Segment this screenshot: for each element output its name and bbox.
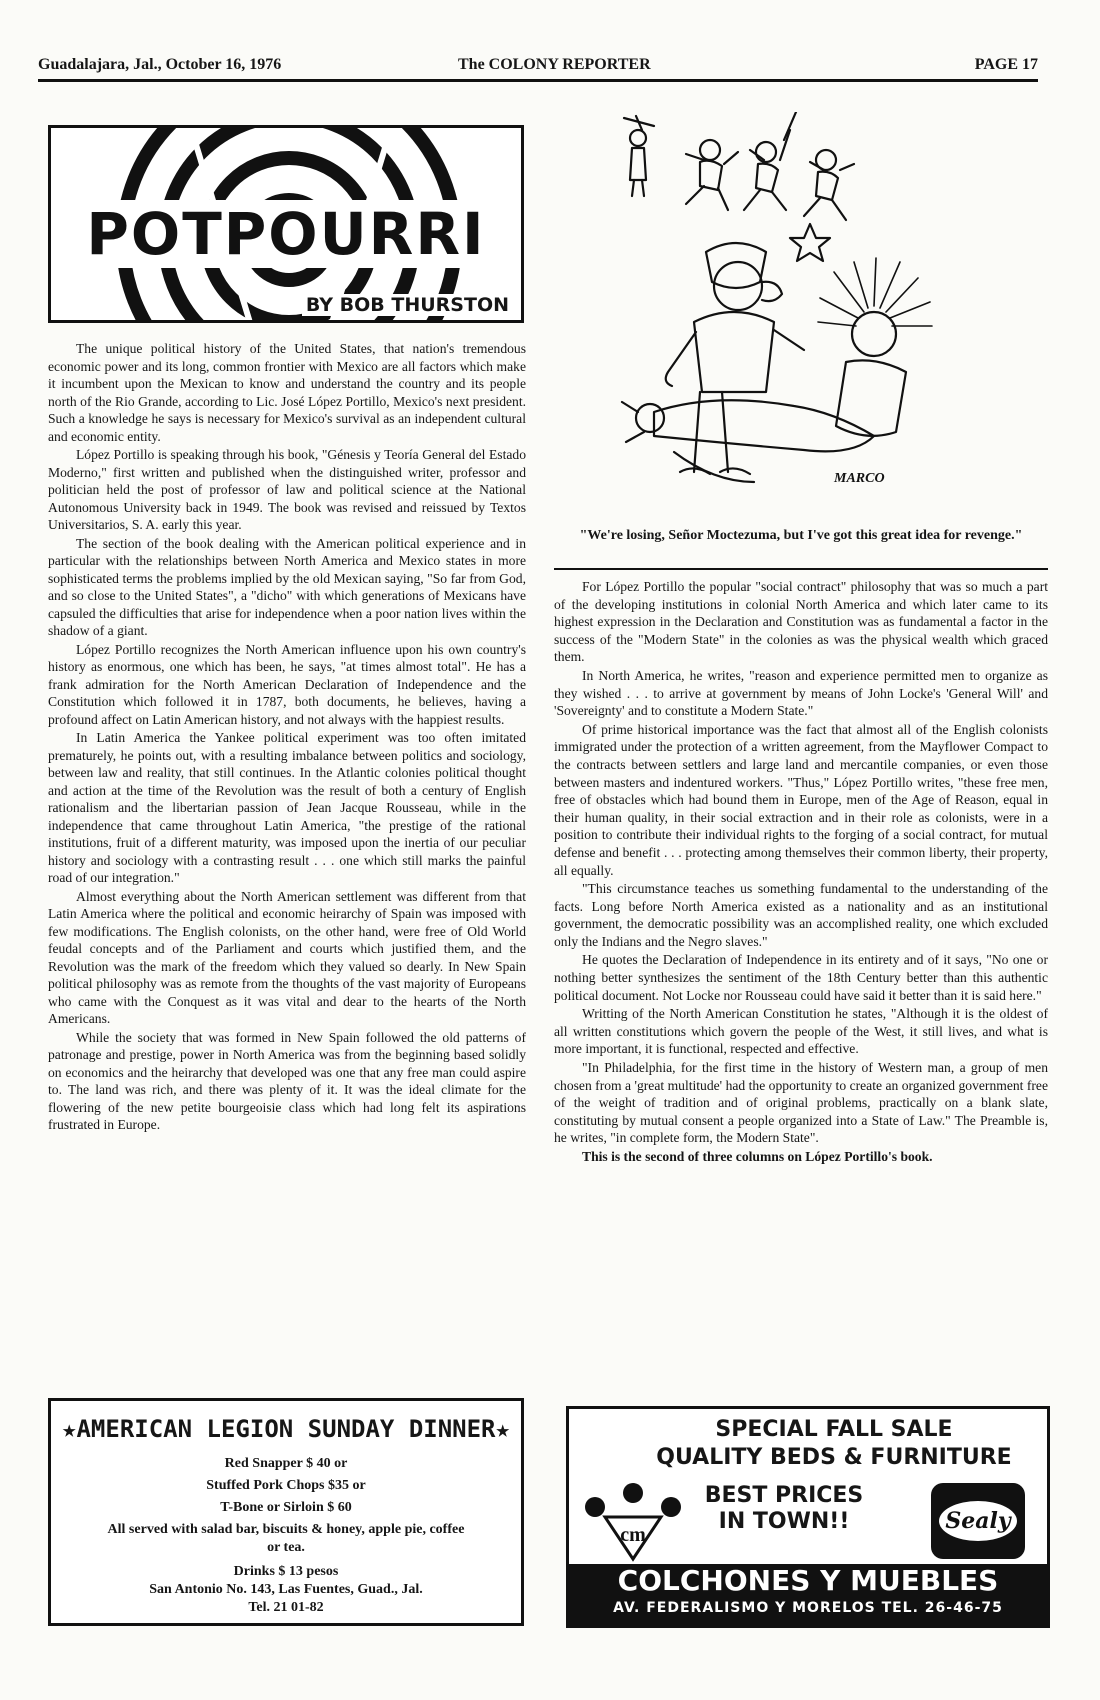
store-name: COLCHONES Y MUEBLES — [617, 1564, 999, 1597]
ad-phone: Tel. 21 01-82 — [248, 1600, 324, 1615]
cartoon-caption: "We're losing, Señor Moctezuma, but I've got this great idea for revenge." — [579, 528, 1023, 543]
ad-headline: SPECIAL FALL SALE — [715, 1417, 953, 1442]
paragraph: Writting of the North American Constitution he states, "Although it is the oldest of all written constitutions which govern the people of the West, it still lives, and what is more important, it is functional, respected and effective. — [554, 1006, 1048, 1057]
ad-best-prices — [689, 1483, 879, 1535]
paragraph: The unique political history of the United States, that nation's tremendous economic power and its long, common frontier with Mexico are all factors which make it incumbent upon the Mexican to know and understand the country and its people north of the Rio Grande, according to Lic. José López Portillo, Mexico's next president. Such a knowledge he says is necessary for Mexico's survival as an independent cultural and economic entity. — [48, 341, 526, 444]
divider — [554, 568, 1048, 570]
column-logo — [48, 125, 524, 323]
ad-subheadline: QUALITY BEDS & FURNITURE — [656, 1445, 1012, 1470]
cm-logo-letters: cm — [620, 1524, 646, 1546]
paragraph: The section of the book dealing with the American political experience and in particular with the relationships between North America and Mexico states in more sophisticated terms the problems implied by the old Mexican saying, "So far from God, and so close to the United States", a "dicho" with which generations of Mexicans have capsuled the difficulties that arise for independence when a poor nation lives within the shadow of a giant. — [48, 535, 526, 638]
paragraph: While the society that was formed in New Spain followed the old patterns of patronage and prestige, power in North America was from the beginning based solidly on economics and the heirarchy that developed was one that any free man could aspire to. The land was rich, and there was plenty of it. It was the ideal climate for the flowering of the new petite bourgeoisie class which had long felt its aspirations frustrated in Europe. — [48, 1029, 526, 1132]
dateline: Guadalajara, Jal., October 16, 1976 — [38, 56, 282, 73]
paragraph: "This circumstance teaches us something fundamental to the understanding of the facts. Long before North America existed as a nationality and as an institutional government, the democratic possibility was an accomplished reality, one which excluded only the Indians and the Negro slaves." — [554, 881, 1048, 949]
menu-item: Stuffed Pork Chops $35 or — [206, 1478, 366, 1493]
editorial-cartoon — [614, 112, 944, 507]
paragraph: Almost everything about the North American settlement was different from that Latin America where the political and economic heirarchy of Spain was imposed with few modifications. The English colonists, on the other hand, were free of Old World feudal concepts and of the Parliament and courts which justified them, and the Revolution was the mark of the freedom which they valued so dearly. In New Spain political philosophy was as remote from the thoughts of the vast majority of Europeans who came with the Conquest as it was vital and dear to the hearts of the North Americans. — [48, 888, 526, 1026]
ad-best-line: IN TOWN!! — [718, 1509, 850, 1534]
masthead — [38, 52, 1038, 82]
paragraph: López Portillo recognizes the North American influence upon his own country's history as enormous, one which has been, he says, "at times almost total". He has a frank admiration for the North American Declaration of Independence and the Constitution which followed it in 1787, both documents, he believes, having a profound affect on Latin American history, and not always with the happiest results. — [48, 641, 526, 727]
store-address: AV. FEDERALISMO Y MORELOS TEL. 26-46-75 — [613, 1600, 1003, 1616]
menu-item: Red Snapper $ 40 or — [224, 1456, 348, 1471]
article-continued — [554, 578, 1048, 1348]
cartoonist-signature: MARCO — [834, 471, 885, 486]
ad-drinks: Drinks $ 13 pesos — [233, 1564, 339, 1579]
article-body — [48, 340, 526, 1360]
sealy-logo — [931, 1483, 1025, 1559]
sealy-brand-text: Sealy — [939, 1501, 1017, 1541]
paragraph: He quotes the Declaration of Independence in its entirety and of it says, "No one or nothing better synthesizes the sentiment of the 18th Century better than this authentic political document. Not Locke nor Rousseau could have said it better than it is said here." — [554, 952, 1048, 1003]
ad-best-line: BEST PRICES — [704, 1483, 864, 1508]
column-title: POTPOURRI — [51, 200, 521, 268]
american-legion-ad — [48, 1398, 524, 1626]
furniture-ad — [566, 1406, 1050, 1628]
paragraph: In North America, he writes, "reason and experience permitted men to organize as they wished . . . to arrive at government by means of John Locke's 'General Will' and 'Sovereignty' and to constitute a Modern State." — [554, 667, 1048, 719]
ad-served-with: All served with salad bar, biscuits & honey, apple pie, coffee or tea. — [107, 1522, 465, 1555]
ad-header: ★AMERICAN LEGION SUNDAY DINNER★ — [62, 1415, 510, 1443]
paragraph: "In Philadelphia, for the first time in the history of Western man, a group of men chosen from a 'great multitude' had the opportunity to create an organized government free of the weight of tradition and of original problems, practically on a blank slate, constituting by mutual consent a people organized into a State of Law." The Preamble is, he writes, "in complete form, the Modern State". — [554, 1060, 1048, 1146]
paragraph: In Latin America the Yankee political experiment was too often imitated prematurely, he points out, with a resulting imbalance between politics and sociology, between law and reality, that still continues. In the Atlantic colonies political thought and action at the time of the Revolution was the result of both a century of English rationalism and the libertarian passion of Jean Jacque Rousseau, while in the independence that came throughout Latin America, "the prestige of the rational institutions, fruit of a different maturity, was imposed upon the inertia of our peculiar history and sociology with a contrasting result . . . one which still marks the painful road of our integration." — [48, 730, 526, 885]
page-number: PAGE 17 — [974, 56, 1038, 73]
ad-store-band — [569, 1564, 1047, 1625]
newspaper-name: The COLONY REPORTER — [458, 56, 651, 73]
series-note: This is the second of three columns on López Portillo's book. — [582, 1149, 933, 1164]
column-byline: BY BOB THURSTON — [302, 294, 513, 316]
ad-address: San Antonio No. 143, Las Fuentes, Guad., Jal. — [149, 1582, 423, 1597]
paragraph: López Portillo is speaking through his book, "Génesis y Teoría General del Estado Moderno," first written and published when the distinguished writer, professor and politician held the post of professor of law and political science at the National Autonomous University back in 1949. The book was revised and reissued by Textos Universitarios, S. A. early this year. — [48, 447, 526, 532]
paragraph: For López Portillo the popular "social contract" philosophy that was so much a part of the developing institutions in colonial North America and which later came to its highest expression in the Declaration and Constitution was as fundamental a factor in the success of the "Modern State" in the colonies as was the physical wealth which graced them. — [554, 579, 1048, 665]
cm-logo — [583, 1481, 683, 1563]
paragraph: Of prime historical importance was the fact that almost all of the English colonists immigrated under the protection of a written agreement, from the Mayflower Compact to the contracts between settlers and large land and mercantile companies, or even those between masters and indentured workers. "Thus," López Portillo writes, "these free men, free of obstacles which had bound them in Europe, men of the Age of Reason, equal in their human quality, in their social extraction and in their role as colonists, were in a position to contribute their individual rights to the forging of a social contract, for mutual defense and benefit . . . protecting among themselves their common liberty, their property, all equally. — [554, 721, 1048, 878]
menu-item: T-Bone or Sirloin $ 60 — [220, 1500, 352, 1515]
